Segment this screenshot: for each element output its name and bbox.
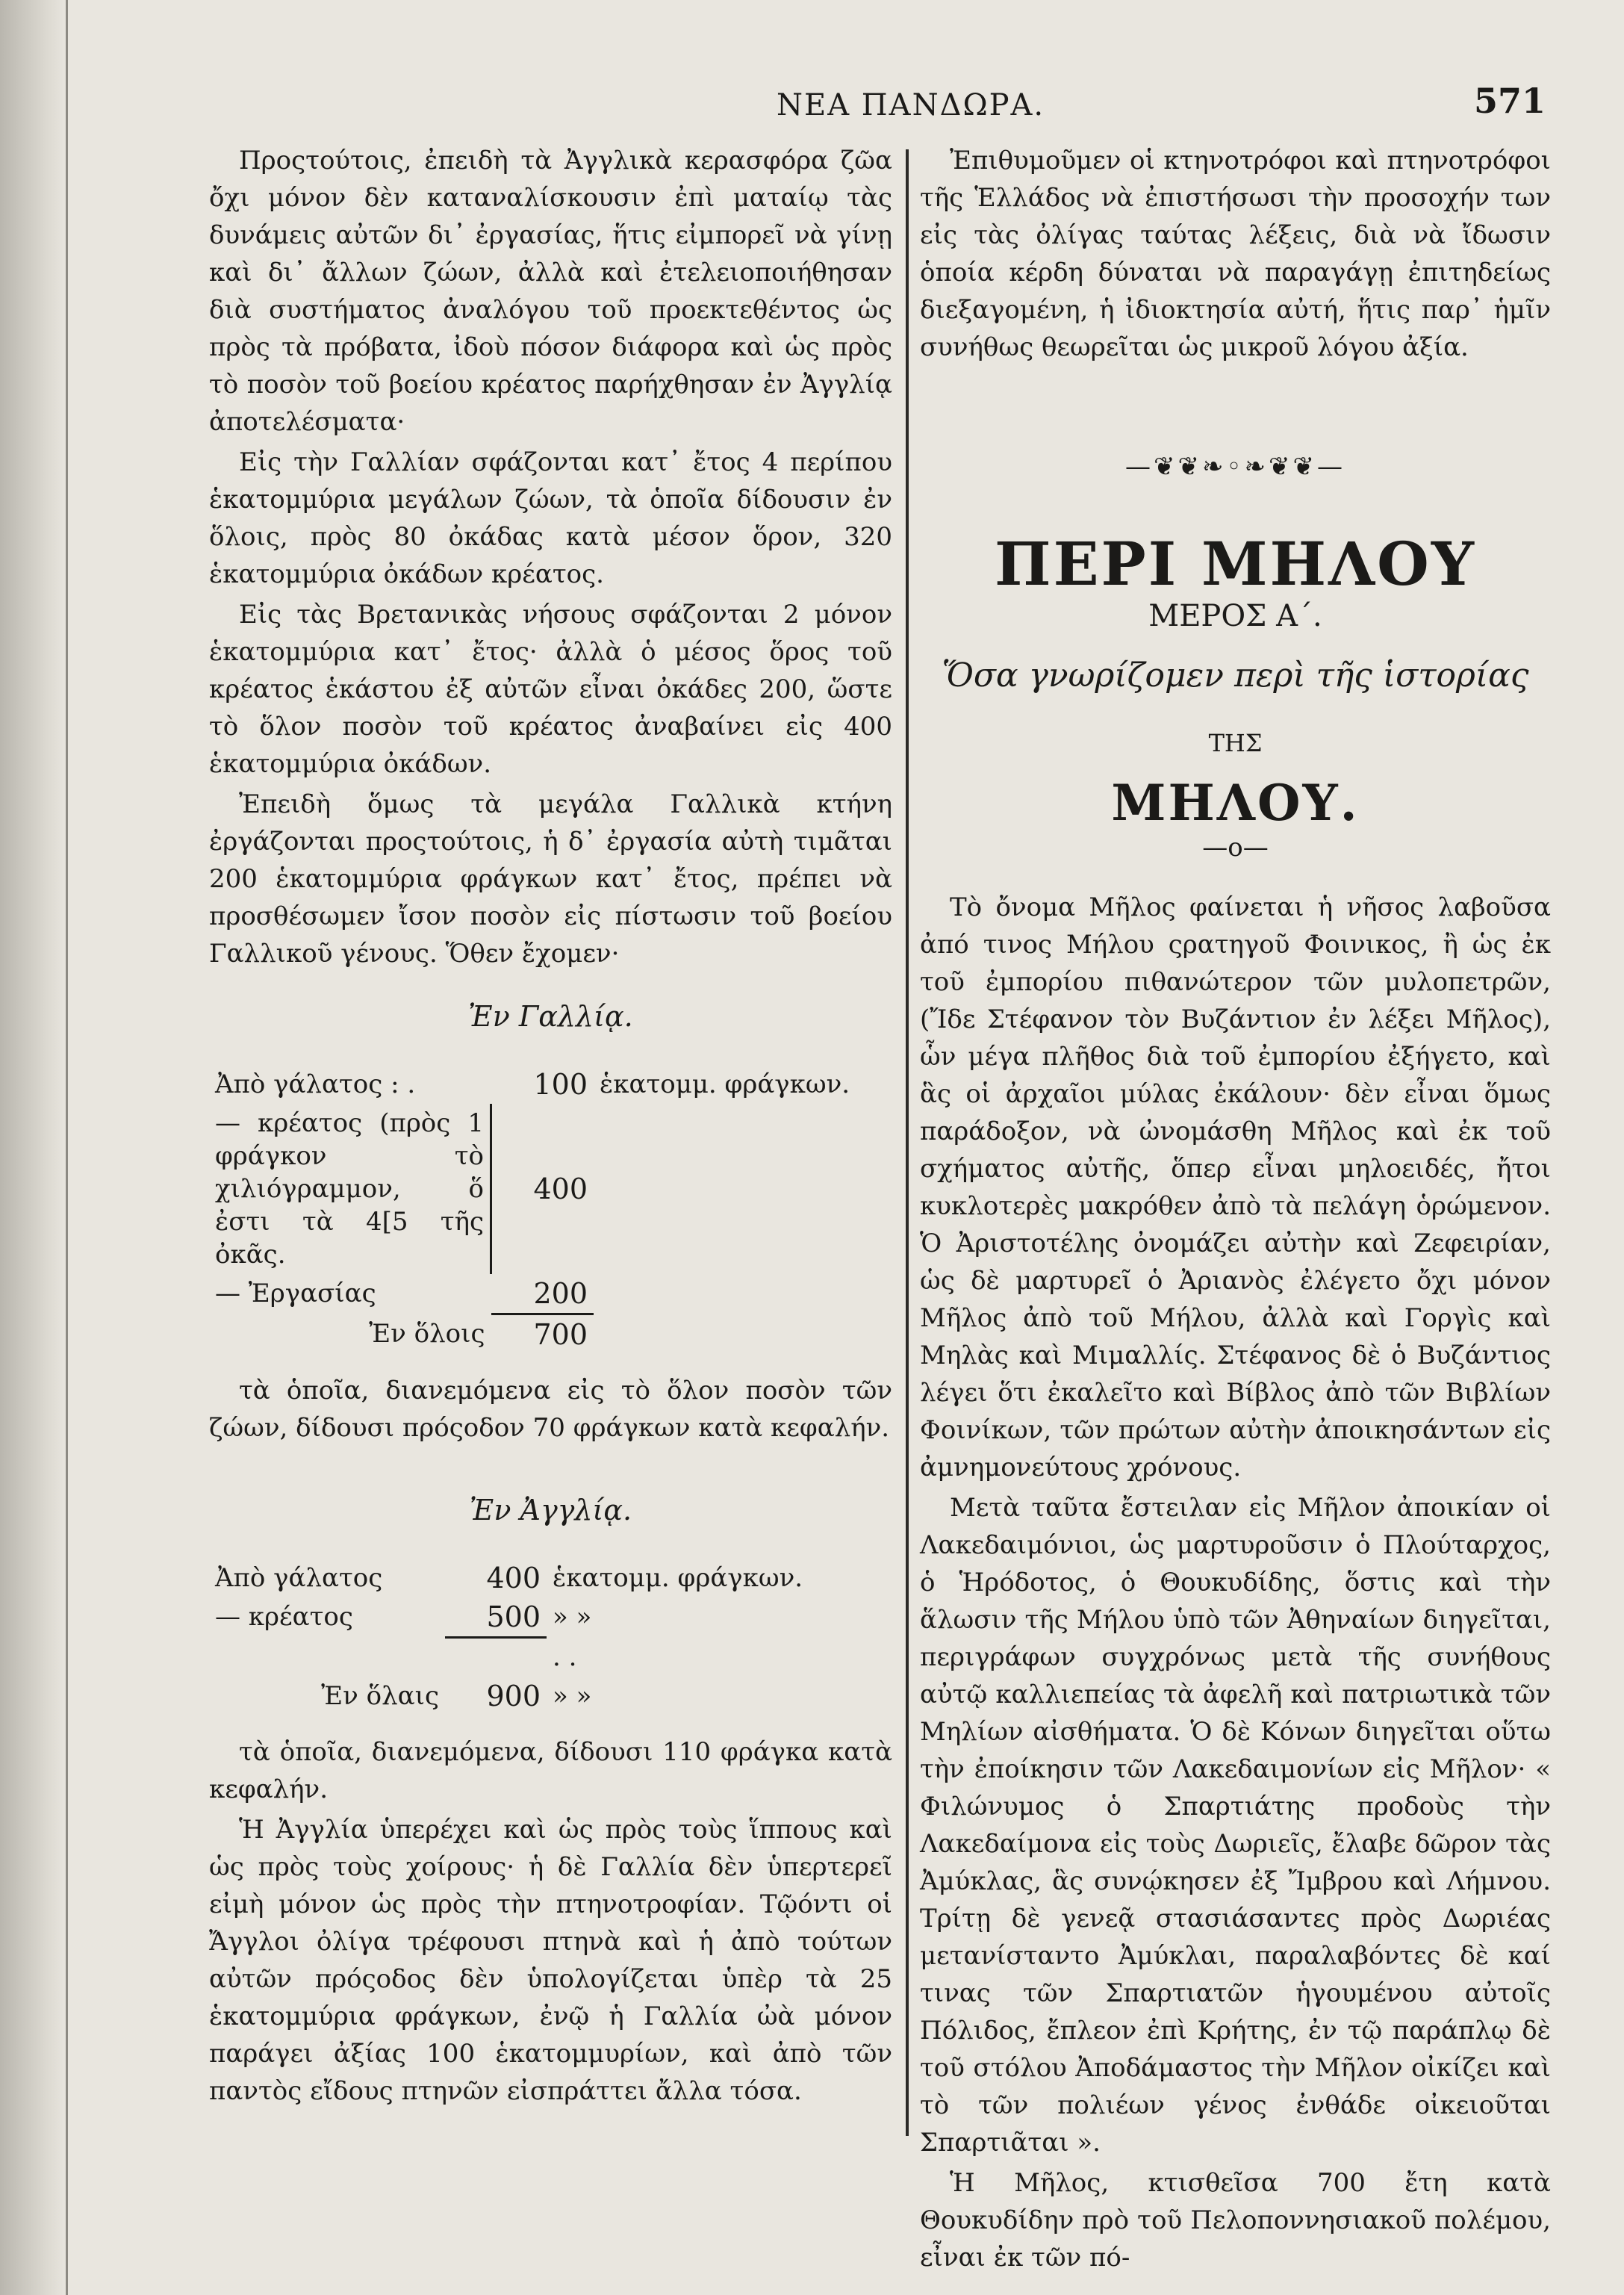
- paragraph: Τὸ ὄνομα Μῆλος φαίνεται ἡ νῆσος λαβοῦσα ἀπό τινος Μήλου ςρατηγοῦ Φοινικος, ἢ ὡς ἐκ τοῦ ἐμπορίου πιθανώτερον τῶν μυλοπετρῶν, (Ἴδε Στέφανον τὸν Βυζάντιον ἐν λέξει Μῆλος), ὧν μέγα πλῆθος διὰ τοῦ ἐμπορίου ἐξήγετο, καὶ ἃς οἱ ἀρχαῖοι μύλας ἐκάλουν· δὲν εἶναι ὅμως παράδοξον, νὰ ὠνομάσθη Μῆλος καὶ ἐκ τοῦ σχήματος αὐτῆς, ὅπερ εἶναι μηλοειδές, ἤτοι κυκλοτερὲς μακρόθεν ἀπὸ τὰ πελάγη ὁρώμενον. Ὁ Ἀριστοτέλης ὀνομάζει αὐτὴν καὶ Ζεφειρίαν, ὡς δὲ μαρτυρεῖ ὁ Ἀριανὸς ἐλέγετο ὄχι μόνον Μῆλος ἀπὸ τοῦ Μήλου, ἀλλὰ καὶ Γοργὶς καὶ Μηλὰς καὶ Μιμαλλίς. Στέφανος δὲ ὁ Βυζάντιος λέγει ὅτι ἐκαλεῖτο καὶ Βίβλος ἀπὸ τῶν Βιβλίων Φοινίκων, τῶν πρώτων αὐτὴν ἀποικησάντων εἰς ἀμνημονεύτους χρόνους.: [920, 892, 1551, 1482]
- england-accounts-table: [209, 1559, 809, 1715]
- article-heading-2: ΜΗΛΟΥ.: [1111, 774, 1360, 832]
- row-label: Ἀπὸ γάλατος : .: [215, 1069, 416, 1099]
- row-label: Ἀπὸ γάλατος: [215, 1563, 383, 1593]
- paragraph: Ἡ Ἀγγλία ὑπερέχει καὶ ὡς πρὸς τοὺς ἵππους καὶ ὡς πρὸς τοὺς χοίρους· ἡ δὲ Γαλλία δὲν ὑπερτερεῖ εἰμὴ μόνον ὡς πρὸς τὴν πτηνοτροφίαν. Τῷόντι οἱ Ἄγγλοι ὀλίγα τρέφουσι πτηνὰ καὶ ἡ ἀπὸ τούτων αὐτῶν πρόςοδος δὲν ὑπολογίζεται ὑπὲρ τὰ 25 ἑκατομμύρια φράγκων, ἐνῷ ἡ Γαλλία ὠὰ μόνον παράγει ἀξίας 100 ἑκατομμυρίων, καὶ ἀπὸ τῶν παντὸς εἴδους πτηνῶν εἰσπράττει ἄλλα τόσα.: [209, 1814, 892, 2106]
- ornament-divider: —❦❦❧◦❧❦❦—: [1125, 452, 1345, 482]
- total-label: Ἐν ὅλοις: [369, 1318, 485, 1349]
- paragraph: Προςτούτοις, ἐπειδὴ τὰ Ἀγγλικὰ κερασφόρα ζῶα ὄχι μόνον δὲν καταναλίσκουσιν ἐπὶ ματαίῳ τὰς δυνάμεις αὐτῶν δι᾽ ἐργασίας, ἥτις εἰμπορεῖ νὰ γίνῃ καὶ δι᾽ ἄλλων ζώων, ἀλλὰ καὶ ἐτελειοποιήθησαν διὰ συστήματος ἀναλόγου τοῦ προεκτεθέντος ὡς πρὸς τὰ πρόβατα, ἰδοὺ πόσον διάφορα καὶ ὡς πρὸς τὸ ποσὸν τοῦ βοείου κρέατος παρήχθησαν ἐν Ἀγγλίᾳ ἀποτελέσματα·: [209, 146, 892, 437]
- row-label: — κρέατος: [215, 1602, 353, 1632]
- left-column: [209, 142, 892, 2113]
- row-unit: » »: [553, 1680, 592, 1711]
- column-divider: [906, 149, 909, 2136]
- section-title-france: Ἐν Γαλλίᾳ.: [468, 1000, 633, 1033]
- paragraph: Ἐπειδὴ ὅμως τὰ μεγάλα Γαλλικὰ κτήνη ἐργάζονται προςτούτοις, ἡ δ᾽ ἐργασία αὐτὴ τιμᾶται 200 ἑκατομμύρια φράγκων κατ᾽ ἔτος, πρέπει νὰ προσθέσωμεν ἴσον ποσὸν εἰς πίστωσιν τοῦ βοείου Γαλλικοῦ γένους. Ὅθεν ἔχομεν·: [209, 789, 892, 969]
- running-title: ΝΕΑ ΠΑΝΔΩΡΑ.: [777, 88, 1045, 122]
- table-row: [209, 1638, 809, 1677]
- page-header: [179, 75, 1568, 134]
- table-row: [209, 1597, 809, 1638]
- paragraph: τὰ ὁποῖα, διανεμόμενα, δίδουσι 110 φράγκα κατὰ κεφαλήν.: [209, 1736, 892, 1804]
- article-part: ΜΕΡΟΣ Α΄.: [1148, 599, 1322, 633]
- small-divider: —o—: [1202, 833, 1269, 863]
- row-amount: 500: [486, 1600, 541, 1633]
- total-amount: 900: [486, 1679, 541, 1712]
- table-row: [209, 1677, 809, 1715]
- page-fold: [66, 0, 68, 2295]
- paragraph: Ἐπιθυμοῦμεν οἱ κτηνοτρόφοι καὶ πτηνοτρόφοι τῆς Ἑλλάδος νὰ ἐπιστήσωσι τὴν προσοχήν των εἰς τὰς ὀλίγας ταύτας λέξεις, διὰ νὰ ἴδωσιν ὁποία κέρδη δύναται νὰ παραγάγῃ ἐπιτηδείως διεξαγομένη, ἡ ἰδιοκτησία αὐτή, ἥτις παρ᾽ ἡμῖν συνήθως θεωρεῖται ὡς μικροῦ λόγου ἀξία.: [920, 146, 1551, 362]
- total-label: Ἐν ὅλαις: [321, 1680, 439, 1711]
- row-unit: » »: [553, 1602, 592, 1632]
- table-row: [209, 1104, 856, 1274]
- table-row: [209, 1274, 856, 1314]
- row-label: — Ἐργασίας: [215, 1279, 376, 1308]
- article-subheading: Ὅσα γνωρίζομεν περὶ τῆς ἱστορίας: [942, 656, 1529, 695]
- france-accounts-table: [209, 1065, 856, 1354]
- row-amount: 400: [486, 1562, 541, 1594]
- section-title-england: Ἐν Ἀγγλίᾳ.: [469, 1494, 632, 1527]
- page-number: 571: [1473, 81, 1546, 121]
- paragraph: Εἰς τὰς Βρετανικὰς νήσους σφάζονται 2 μόνον ἑκατομμύρια κατ᾽ ἔτος· ἀλλὰ ὁ μέσος ὅρος τοῦ κρέατος ἑκάστου ἐξ αὐτῶν εἶναι ὀκάδες 200, ὥστε τὸ ὅλον ποσὸν τοῦ κρέατος ἀναβαίνει εἰς 400 ἑκατομμύρια ὀκάδων.: [209, 600, 892, 779]
- row-unit: ἑκατομμ. φράγκων.: [553, 1563, 803, 1593]
- book-gutter: [0, 0, 67, 2295]
- paragraph: Μετὰ ταῦτα ἔστειλαν εἰς Μῆλον ἀποικίαν οἱ Λακεδαιμόνιοι, ὡς μαρτυροῦσιν ὁ Πλούταρχος, ὁ Ἡρόδοτος, ὁ Θουκυδίδης, ὅστις καὶ τὴν ἅλωσιν τῆς Μήλου ὑπὸ τῶν Ἀθηναίων διηγεῖται, περιγράφων συγχρόνως μετὰ τῆς συνήθους αὐτῷ καλλιεπείας τὰ ἀφελῆ καὶ πατριωτικὰ τῶν Μηλίων αἰσθήματα. Ὁ δὲ Κόνων διηγεῖται οὕτω τὴν ἐποίκησιν τῶν Λακεδαιμονίων εἰς Μῆλον· « Φιλώνυμος ὁ Σπαρτιάτης προδοὺς τὴν Λακεδαίμονα εἰς τοὺς Δωριεῖς, ἔλαβε δῶρον τὰς Ἀμύκλας, ἃς συνῴκησεν ἐξ Ἴμβρου καὶ Λήμνου. Τρίτῃ δὲ γενεᾷ στασιάσαντες πρὸς Δωριέας μετανίσταντο Ἀμύκλαι, παραλαβόντες δὲ καί τινας τῶν Σπαρτιατῶν ἡγουμένου αὐτοῖς Πόλιδος, ἔπλεον ἐπὶ Κρήτης, ἐν τῷ παράπλῳ δὲ τοῦ στόλου Ἀποδάμαστος τὴν Μῆλον οἰκίζει καὶ τὸ τῶν πολιέων γένος ἐνθάδε οἰκειοῦται Σπαρτιᾶται ».: [920, 1493, 1551, 2158]
- total-amount: 700: [491, 1314, 594, 1355]
- right-column: [920, 142, 1551, 2279]
- table-row: [209, 1314, 856, 1355]
- row-amount: 100: [533, 1068, 588, 1101]
- table-row: [209, 1065, 856, 1104]
- row-unit: . .: [553, 1642, 577, 1672]
- paragraph: τὰ ὁποῖα, διανεμόμενα εἰς τὸ ὅλον ποσὸν τῶν ζώων, δίδουσι πρόςοδον 70 φράγκων κατὰ κεφαλήν.: [209, 1376, 892, 1443]
- row-label: — κρέατος (πρὸς 1 φράγκον τὸ χιλιόγραμμον, ὅ ἐστι τὰ 4[5 τῆς ὀκᾶς.: [215, 1108, 484, 1270]
- article-heading-the: ΤΗΣ: [1208, 729, 1263, 757]
- row-amount: 200: [533, 1277, 588, 1310]
- paragraph: Εἰς τὴν Γαλλίαν σφάζονται κατ᾽ ἔτος 4 περίπου ἑκατομμύρια μεγάλων ζώων, τὰ ὁποῖα δίδουσιν ἐν ὅλοις, πρὸς 80 ὀκάδας κατὰ μέσον ὅρον, 320 ἑκατομμύρια ὀκάδων κρέατος.: [209, 447, 892, 589]
- row-amount: 400: [491, 1104, 594, 1274]
- article-heading: ΠΕΡΙ ΜΗΛΟΥ: [995, 529, 1476, 599]
- table-row: [209, 1559, 809, 1597]
- paragraph: Ἡ Μῆλος, κτισθεῖσα 700 ἔτη κατὰ Θουκυδίδην πρὸ τοῦ Πελοποννησιακοῦ πολέμου, εἶναι ἐκ τῶν πό-: [920, 2168, 1551, 2273]
- row-unit: ἑκατομμ. φράγκων.: [600, 1069, 850, 1099]
